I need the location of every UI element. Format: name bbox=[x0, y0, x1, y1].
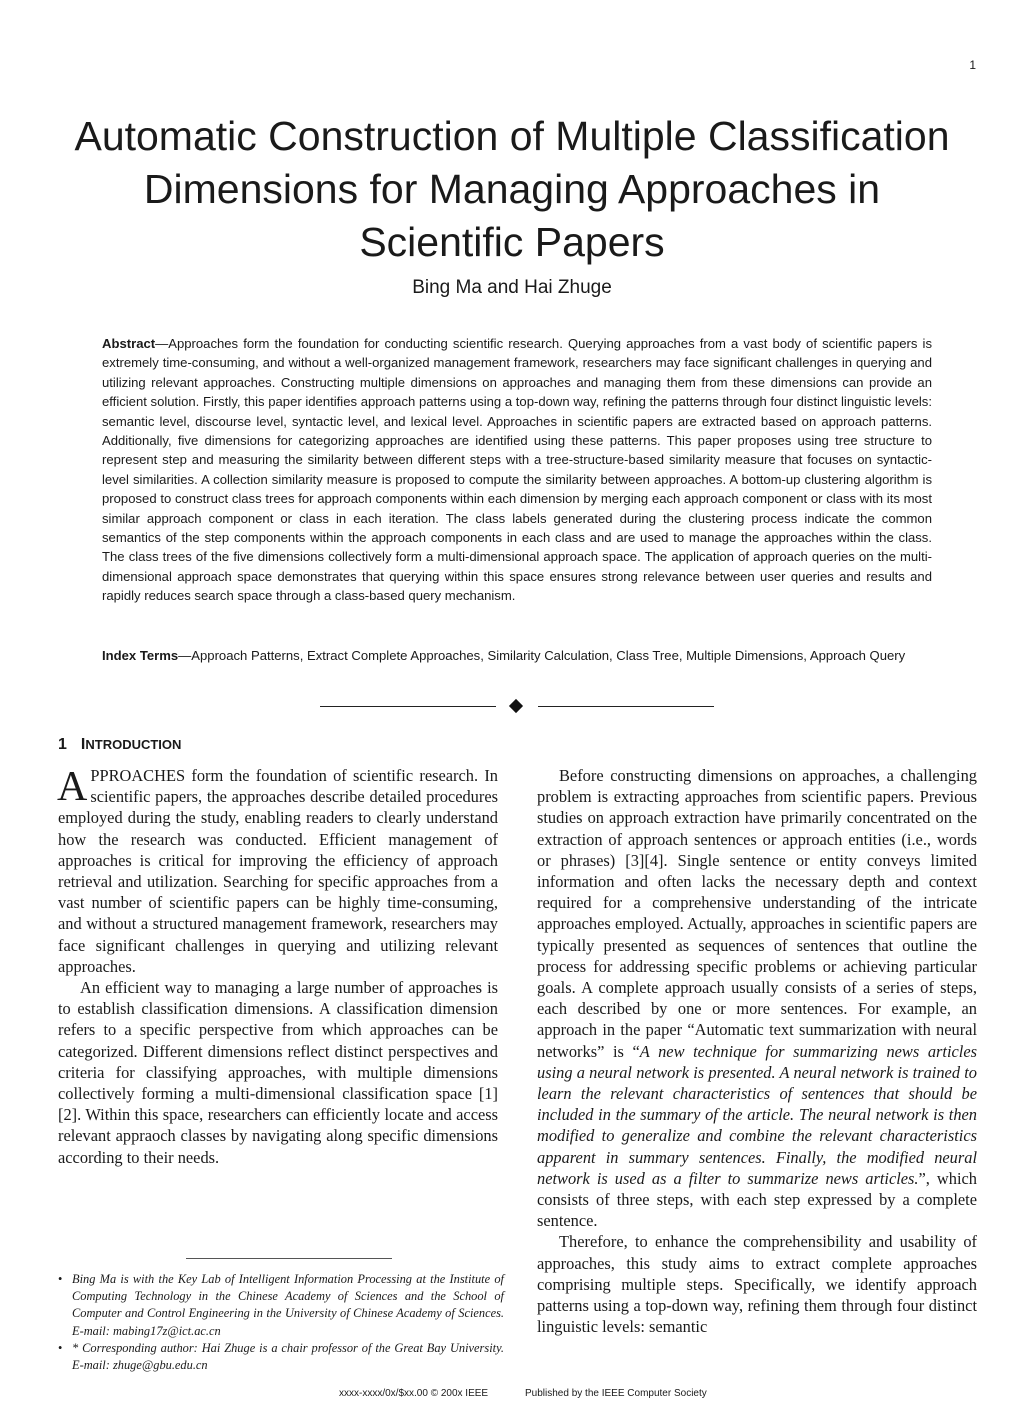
footnote-corresponding-author-text: * Corresponding author: Hai Zhuge is a chair professor of the Great Bay University. E-mail: zhuge@gbu.edu.cn bbox=[72, 1340, 504, 1373]
index-terms-text: Approach Patterns, Extract Complete Approaches, Similarity Calculation, Class Tree, Multiple Dimensions, Approach Query bbox=[191, 648, 906, 663]
footnote-rule bbox=[186, 1258, 392, 1259]
index-terms-label: Index Terms bbox=[102, 648, 179, 663]
separator-line-left bbox=[320, 706, 496, 707]
intro-paragraph-3-text-b: ”, which consists of three steps, with each step expressed by a complete sentence. bbox=[537, 1168, 977, 1231]
footnote-affiliation-text: Bing Ma is with the Key Lab of Intelligent Information Processing at the Institute of Computing Technology in the Chinese Academy of Sciences and the School of Computer and Control Engineering in the University of Chinese Academy of Sciences. E-mail: mabing17z@ict.ac.cn bbox=[72, 1272, 504, 1338]
abstract-separator: — bbox=[155, 336, 169, 351]
abstract bbox=[102, 334, 932, 606]
footnote-affiliation bbox=[58, 1271, 504, 1340]
footer-copyright: xxxx-xxxx/0x/$xx.00 © 200x IEEE bbox=[339, 1388, 489, 1399]
section-title-initial: I bbox=[80, 736, 86, 753]
intro-paragraph-2: An efficient way to managing a large number of approaches is to establish classification dimensions. A classification dimension refers to a specific perspective from which approaches can be categorized. Different dimensions reflect distinct perspectives and criteria for classifying approaches, with multiple dimensions collectively forming a multi-dimensional classification space [1][2]. Within this space, researchers can efficiently locate and access relevant appraoch classes by navigating along specific dimensions according to their needs. bbox=[58, 978, 498, 1167]
footnote-bullet: • bbox=[58, 1272, 63, 1286]
abstract-label: Abstract bbox=[102, 336, 156, 351]
intro-paragraph-1 bbox=[58, 765, 498, 977]
intro-paragraph-3 bbox=[537, 765, 977, 1231]
section-separator bbox=[320, 699, 714, 715]
footer-publisher: Published by the IEEE Computer Society bbox=[525, 1388, 707, 1399]
section-heading bbox=[58, 736, 181, 754]
left-column bbox=[58, 765, 498, 1168]
abstract-text: Approaches form the foundation for conducting scientific research. Querying approaches from a vast body of scientific papers is extremely time-consuming, and without a well-organized management framework, researchers may face significant challenges in querying and utilizing relevant approaches. Constructing multiple dimensions on approaches and managing them from these dimensions can provide an efficient solution. Firstly, this paper identifies approach patterns using a top-down way, refining the patterns through four distinct linguistic levels: semantic level, discourse level, syntactic level, and lexical level. Approaches in scientific papers are extracted based on approach patterns. Additionally, five dimensions for categorizing approaches are identified using these patterns. This paper proposes using tree structure to represent step and measuring the similarity between different steps with a tree-structure-based similarity measure that focuses on syntactic-level similarities. A collection similarity measure is proposed to compute the similarity between approaches. A bottom-up clustering algorithm is proposed to construct class trees for approach components within each dimension by merging each approach component or class with its most similar approach component or class in each iteration. The class labels generated during the clustering process indicate the common semantics of the step components within the approach components in each class and are used to manage the approaches within the class. The class trees of the five dimensions collectively form a multi-dimensional approach space. The application of approach queries on the multi-dimensional approach space demonstrates that querying within this space ensures strong relevance between user queries and results and rapidly reduces search space through a class-based query mechanism. bbox=[102, 336, 932, 604]
section-number: 1 bbox=[58, 736, 67, 753]
intro-paragraph-4: Therefore, to enhance the comprehensibility and usability of approaches, this study aims to extract complete approaches comprising multiple steps. Specifically, we identify approach patterns using a top-down way, refining them through four distinct linguistic levels: semantic bbox=[537, 1232, 977, 1337]
page-number: 1 bbox=[969, 58, 976, 72]
footnotes bbox=[58, 1271, 504, 1374]
paper-title: Automatic Construction of Multiple Classification Dimensions for Managing Approaches in Scientific Papers bbox=[74, 113, 950, 265]
index-terms-separator: — bbox=[178, 648, 192, 663]
diamond-icon bbox=[509, 699, 523, 713]
dropcap: A bbox=[57, 764, 88, 810]
footnote-bullet: • bbox=[58, 1340, 63, 1355]
index-terms bbox=[102, 646, 932, 665]
footnote-corresponding-author bbox=[58, 1340, 504, 1374]
separator-line-right bbox=[538, 706, 714, 707]
intro-paragraph-1-text: PPROACHES form the foundation of scientific research. In scientific papers, the approaches describe detailed procedures employed during the study, enabling readers to clearly understand how the research was conducted. Efficient management of approaches is critical for improving the efficiency of approach retrieval and utilization. Searching for specific approaches from a vast number of scientific papers can be highly time-consuming, and without a structured management framework, researchers may face significant challenges in querying and utilizing relevant approaches. bbox=[58, 766, 498, 976]
section-title-rest: NTRODUCTION bbox=[85, 737, 182, 752]
intro-paragraph-3-text-a: Before constructing dimensions on approaches, a challenging problem is extracting approaches from scientific papers. Previous studies on approach extraction have primarily concentrated on the extraction of approach sentences or approach entities (i.e., words or phrases) [3][4]. Single sentence or entity conveys limited information and often lacks the necessary depth and context required for a comprehensive understanding of the intricate approaches employed. Actually, approaches in scientific papers are typically presented as sequences of sentences that outline the process for addressing specific problems or achieving particular goals. A complete approach usually consists of a series of steps, each described by one or more sentences. For example, an approach in the paper “Automatic text summarization with neural networks” is “ bbox=[537, 766, 977, 1061]
authors: Bing Ma and Hai Zhuge bbox=[412, 277, 612, 298]
example-approach-quote: A new technique for summarizing news articles using a neural network is presented. A neural network is trained to learn the relevant characteristics of sentences that should be included in the summary of the article. The neural network is then modified to generalize and combine the relevant characteristics apparent in summary sentences. Finally, the modified neural network is used as a filter to summarize news articles. bbox=[537, 1041, 977, 1188]
right-column bbox=[537, 765, 977, 1337]
